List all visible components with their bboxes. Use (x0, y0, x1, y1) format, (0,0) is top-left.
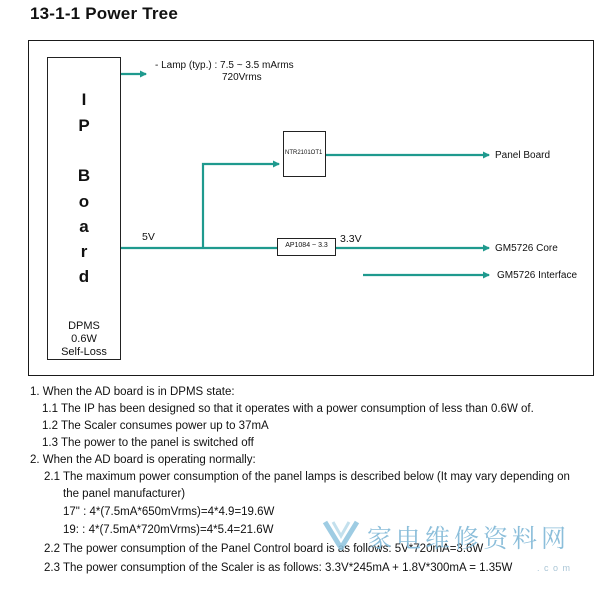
ip-board-letter: B (77, 166, 91, 185)
dpms-line: 0.6W (71, 333, 97, 345)
watermark-text: 家电维修资料网 (367, 524, 571, 553)
note-heading: 2. When the AD board is operating normally: (30, 454, 256, 466)
note-item-continued: the panel manufacturer) (63, 488, 186, 500)
gm5726-core-label: GM5726 Core (495, 243, 558, 254)
watermark-url: . c o m (537, 563, 572, 573)
ip-board-box (47, 57, 121, 360)
page-title: 13-1-1 Power Tree (30, 4, 178, 23)
note-item: 2.2 The power consumption of the Panel Control board is as follows: 5V*720mA=3.6W (44, 543, 484, 555)
ap1084-regulator-box (277, 238, 336, 256)
lamp-voltage-label: 720Vrms (222, 72, 262, 83)
watermark-logo-icon (322, 518, 362, 561)
note-item: 1.1 The IP has been designed so that it operates with a power consumption of less than 0.6W of. (42, 403, 534, 415)
dpms-line: Self-Loss (61, 346, 107, 358)
note-item: 2.3 The power consumption of the Scaler is as follows: 3.3V*245mA + 1.8V*300mA = 1.35W (44, 562, 513, 574)
ntr-feed-wire (203, 164, 279, 248)
note-formula: 19: : 4*(7.5mA*720mVrms)=4*5.4=21.6W (63, 524, 274, 536)
note-item: 2.1 The maximum power consumption of the panel lamps is described below (It may vary depending on (44, 471, 570, 483)
note-formula: 17" : 4*(7.5mA*650mVrms)=4*4.9=19.6W (63, 506, 275, 518)
panel-board-label: Panel Board (495, 150, 551, 161)
ip-board-letter: P (78, 116, 90, 135)
ip-board-letter: I (81, 90, 87, 109)
note-heading: 1. When the AD board is in DPMS state: (30, 386, 235, 398)
ip-board-letter: d (78, 267, 90, 286)
ip-board-letter: o (78, 192, 90, 211)
ntr-component-box (283, 131, 326, 177)
dpms-self-loss-label (48, 320, 120, 359)
regulator-output-voltage-label: 3.3V (340, 233, 362, 245)
ntr-component-label: NTR2101OT1 (285, 150, 323, 156)
gm5726-interface-label: GM5726 Interface (497, 270, 578, 281)
ip-board-letter: r (80, 242, 88, 261)
ap1084-regulator-label: AP1084 ~ 3.3 (285, 242, 328, 249)
input-voltage-label: 5V (142, 231, 155, 243)
lamp-label: - Lamp (typ.) : 7.5 ~ 3.5 mArms (155, 60, 294, 71)
note-item: 1.3 The power to the panel is switched off (42, 437, 254, 449)
ip-board-letter: a (79, 217, 89, 236)
dpms-line: DPMS (68, 320, 100, 332)
note-item: 1.2 The Scaler consumes power up to 37mA (42, 420, 269, 432)
